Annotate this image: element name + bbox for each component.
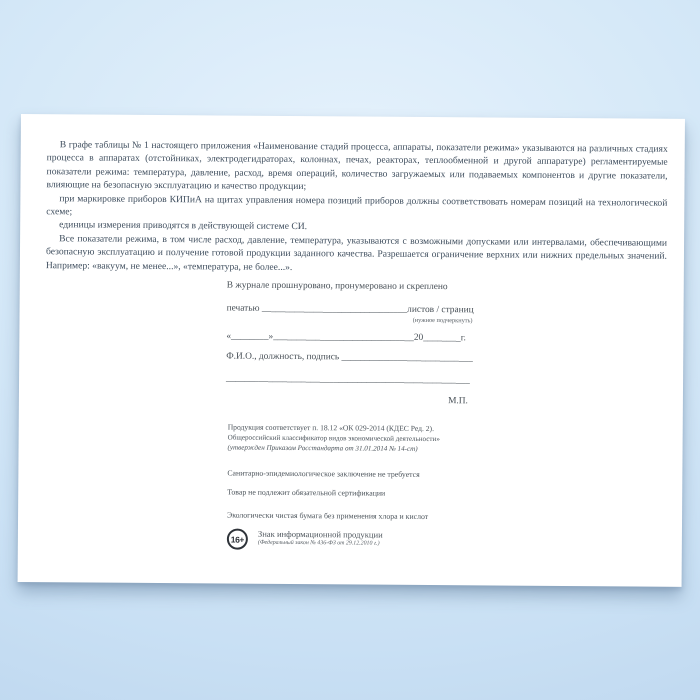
product-info-block <box>227 423 548 552</box>
journal-date-line: «________»______________________________20________г. <box>226 331 466 344</box>
certification-statement: Товар не подлежит обязательной сертификации <box>227 487 386 498</box>
paragraph-kipia-marking: при маркировке приборов КИПиА на щитах управления номера позиций приборов должны соответствовать номерам позиций на технологической схеме; <box>46 192 668 218</box>
journal-stamp-abbr: М.П. <box>448 396 468 407</box>
paragraph-si-units: единицы измерения приводятся в действующей системе СИ. <box>59 219 308 233</box>
eco-paper-statement: Экологически чистая бумага без применения хлора и кислот <box>227 510 429 521</box>
journal-seal-line: печатью _______________________________листов / страниц <box>226 303 474 316</box>
info-sign-row <box>227 529 547 552</box>
journal-seal-note: (нужное подчеркнуть) <box>412 316 473 325</box>
journal-name-line: Ф.И.О., должность, подпись ____________________________ <box>226 351 473 364</box>
sanitary-statement: Санитарно-эпидемиологическое заключение не требуется <box>227 468 420 479</box>
regulation-text-block <box>46 138 668 277</box>
okved-approval-line: (утвержден Приказом Росстандарта от 31.01.2014 № 14-ст) <box>227 443 418 453</box>
okved-compliance-line: Продукция соответствует п. 18.12 «ОК 029-2014 (КДЕС Ред. 2). <box>227 422 435 434</box>
info-sign-title: Знак информационной продукции <box>257 528 383 540</box>
journal-header-line: В журнале прошнуровано, пронумеровано и скреплено <box>226 280 448 293</box>
journal-certification-block <box>226 281 477 408</box>
journal-signature-line: ____________________________________________________ <box>226 373 470 386</box>
document-page <box>18 114 685 587</box>
paragraph-mode-indicators: Все показатели режима, в том числе расход, давление, температура, указываются с возможными допусками или интервалами, обеспечивающими безопасную эксплуатацию и получение готовой продукции заданного качества. Разрешается ограничение верхних или нижних предельных значений. Например: «вакуум, не менее...», «температура, не более...». <box>45 233 668 273</box>
okved-classifier-line: Общероссийский классификатор видов экономической деятельности» <box>227 433 440 444</box>
paragraph-process-stages: В графе таблицы № 1 настоящего приложения «Наименование стадий процесса, аппараты, показатели режима» указываются на различных стадиях процесса в аппаратах (отстойниках, электродегидраторах, колоннах, печах, реакторах, теплообменной и другой аппаратуре) регламентируемые показатели режима: температура, давление, расход, время операций, количество загружаемых или подаваемых компонентов и другие показатели, влияющие на безопасную эксплуатацию и качество продукции; <box>46 139 668 193</box>
info-sign-law: (Федеральный закон № 436-ФЗ от 29.12.2010 г.) <box>257 539 380 547</box>
age-rating-16-icon: 16+ <box>227 529 248 550</box>
info-sign-text <box>258 529 383 548</box>
